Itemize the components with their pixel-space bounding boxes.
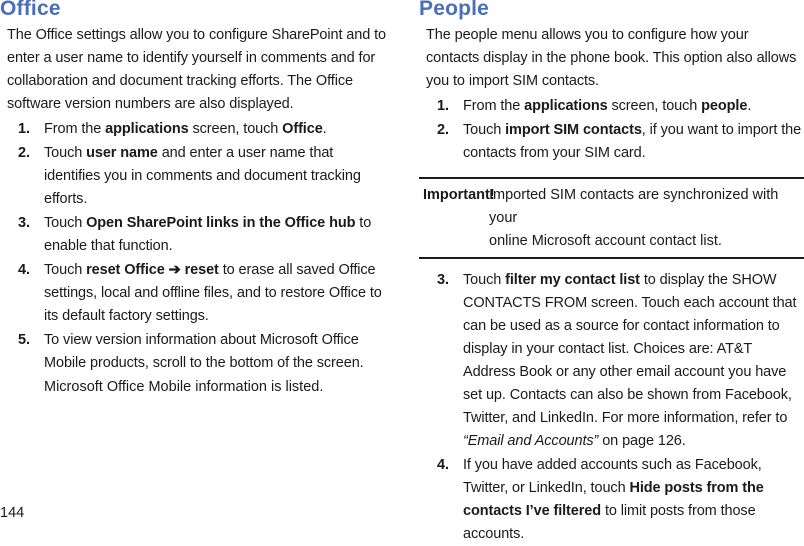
people-steps-a — [419, 95, 804, 165]
office-section — [0, 0, 392, 399]
office-step-4: 4. Touch reset Office ➔ reset to erase all saved Office settings, local and offline files, and to restore Office to its default factory settings. — [18, 262, 382, 324]
important-note — [419, 177, 804, 259]
important-text-line-2: online Microsoft account contact list. — [489, 233, 722, 249]
office-step-1: 1. From the applications screen, touch Office. — [18, 121, 327, 137]
office-version-note: Microsoft Office Mobile information is listed. — [44, 379, 324, 395]
office-step-5: 5. To view version information about Microsoft Office Mobile products, scroll to the bottom of the screen. — [18, 332, 364, 371]
office-intro: The Office settings allow you to configure SharePoint and to enter a user name to identify yourself in comments and for collaboration and document tracking efforts. The Office software version numbers are also displayed. — [7, 27, 387, 112]
office-step-2: 2. Touch user name and enter a user name that identifies you in comments and document tracking efforts. — [18, 145, 361, 207]
people-section — [419, 0, 804, 546]
people-step-3: 3. Touch filter my contact list to display the SHOW CONTACTS FROM screen. Touch each account that can be used as a source for contact information to display in your contact list. Choices are: AT&T Address Book or any other email account you have set up. Contacts can also be shown from Facebook, Twitter, and LinkedIn. For more information, refer to “Email and Accounts” on page 126. — [437, 272, 797, 449]
important-text-line-1: Imported SIM contacts are synchronized with your — [489, 187, 779, 226]
page-number: 144 — [0, 505, 25, 521]
people-intro: The people menu allows you to configure how your contacts display in the phone book. This option also allows you to import SIM contacts. — [426, 27, 797, 89]
people-step-4: 4. If you have added accounts such as Facebook, Twitter, or LinkedIn, touch Hide posts from the contacts I’ve filtered to limit posts from those accounts. — [437, 457, 764, 542]
people-steps-b — [419, 269, 804, 546]
office-step-3: 3. Touch Open SharePoint links in the Office hub to enable that function. — [18, 215, 372, 254]
people-step-2: 2. Touch import SIM contacts, if you want to import the contacts from your SIM card. — [437, 122, 802, 161]
important-label: Important! — [423, 187, 495, 203]
people-heading: People — [419, 0, 490, 20]
office-heading: Office — [0, 0, 61, 20]
office-steps — [0, 118, 392, 375]
people-step-1: 1. From the applications screen, touch people. — [437, 98, 752, 114]
